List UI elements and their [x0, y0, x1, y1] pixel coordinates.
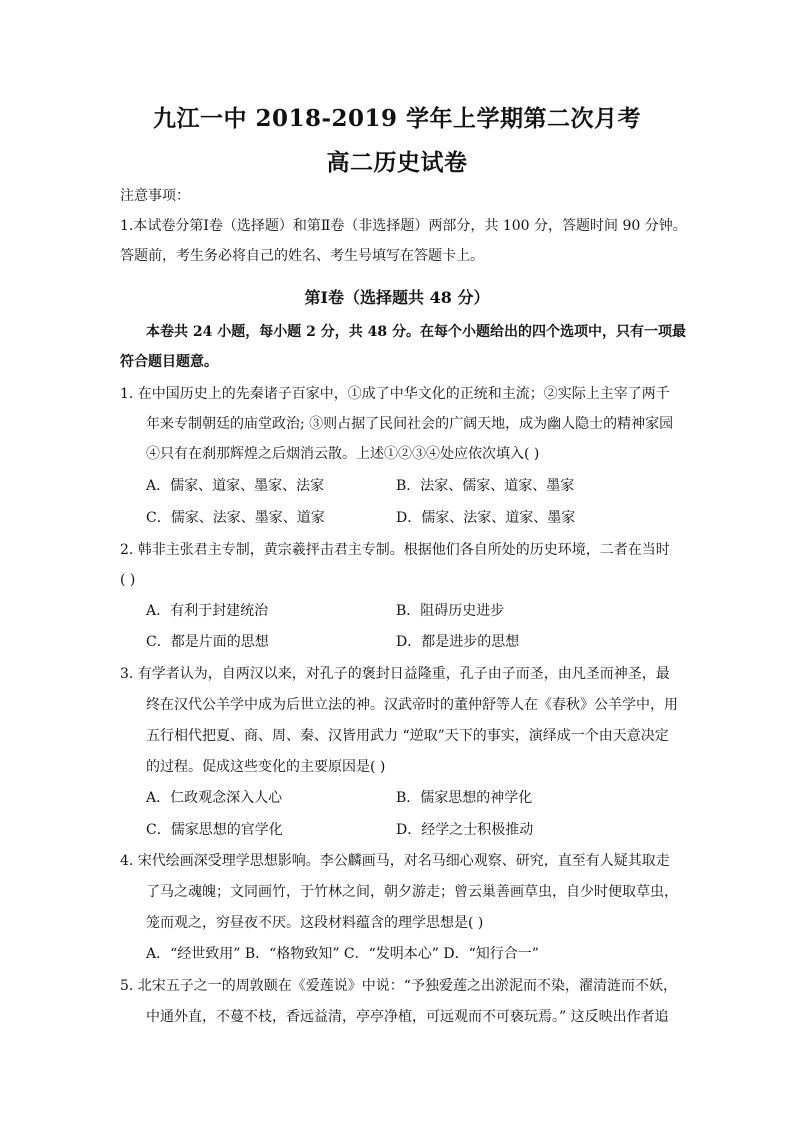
question-1-option-c: C．儒家、法家、墨家、道家: [146, 510, 325, 526]
question-3-line: 3. 有学者认为，自两汉以来，对孔子的褒封日益隆重，孔子由子而圣，由凡圣而神圣，最: [120, 666, 670, 682]
question-5-line: 中通外直，不蔓不枝，香远益清，亭亭净植，可远观而不可亵玩焉。” 这反映出作者追: [146, 1009, 669, 1025]
question-1-option-a: A．儒家、道家、墨家、法家: [146, 478, 325, 494]
question-2-option-b: B．阻碍历史进步: [396, 603, 505, 619]
question-5-line: 5. 北宋五子之一的周敦颐在《爱莲说》中说：“予独爱莲之出淤泥而不染，濯清涟而不妖，: [120, 978, 677, 994]
exam-subtitle: 高二历史试卷: [326, 149, 468, 176]
question-1-option-b: B．法家、儒家、道家、墨家: [396, 478, 575, 494]
question-2-option-c: C．都是片面的思想: [146, 634, 269, 650]
question-4-line: 4. 宋代绘画深受理学思想影响。李公麟画马，对名马细心观察、研究，直至有人疑其取走: [120, 853, 670, 869]
question-2-line: ( ): [120, 572, 136, 588]
question-3-option-b: B．儒家思想的神学化: [396, 790, 533, 806]
question-2-option-d: D．都是进步的思想: [396, 634, 520, 650]
section-title: 第Ⅰ卷（选择题共 48 分）: [304, 288, 490, 307]
section-intro: 本卷共 24 小题，每小题 2 分，共 48 分。在每个小题给出的四个选项中，只有一项最: [146, 324, 686, 340]
notes-line: 答题前，考生务必将自己的姓名、考生号填写在答题卡上。: [120, 248, 484, 264]
exam-title: 九江一中 2018-2019 学年上学期第二次月考: [152, 105, 642, 132]
question-4-options: A．“经世致用” B．“格物致知” C．“发明本心” D．“知行合一”: [146, 946, 539, 962]
question-1-line: 1. 在中国历史上的先秦诸子百家中，①成了中华文化的正统和主流；②实际上主宰了两千: [120, 386, 670, 402]
question-4-line: 笼而观之，穷昼夜不厌。这段材料蕴含的理学思想是( ): [146, 915, 484, 931]
question-1-line: 年来专制朝廷的庙堂政治; ③则占据了民间社会的广阔天地，成为幽人隐士的精神家园: [146, 416, 674, 432]
question-1-option-d: D．儒家、法家、道家、墨家: [396, 510, 576, 526]
question-3-line: 五行相代把夏、商、周、秦、汉皆用武力 “逆取”天下的事实，演绎成一个由天意决定: [146, 728, 669, 744]
question-3-line: 终在汉代公羊学中成为后世立法的神。汉武帝时的董仲舒等人在《春秋》公羊学中，用: [146, 697, 678, 713]
question-3-line: 的过程。促成这些变化的主要原因是( ): [146, 759, 386, 775]
question-2-option-a: A．有利于封建统治: [146, 603, 269, 619]
question-3-option-c: C．儒家思想的官学化: [146, 822, 283, 838]
notes-line: 1.本试卷分第Ⅰ卷（选择题）和第Ⅱ卷（非选择题）两部分，共 100 分，答题时间 90 分钟。: [120, 218, 687, 234]
question-1-line: ④只有在刹那辉煌之后烟消云散。上述①②③④处应依次填入( ): [146, 446, 540, 462]
section-intro: 符合题目题意。: [120, 354, 218, 370]
question-2-line: 2. 韩非主张君主专制，黄宗羲抨击君主专制。根据他们各自所处的历史环境，二者在当时: [120, 542, 670, 558]
question-3-option-d: D．经学之士积极推动: [396, 822, 534, 838]
question-4-line: 了马之魂魄；文同画竹，于竹林之间，朝夕游走；曾云巢善画草虫，自少时便取草虫，: [146, 884, 678, 900]
notes-heading: 注意事项：: [120, 188, 190, 204]
question-3-option-a: A．仁政观念深入人心: [146, 790, 283, 806]
